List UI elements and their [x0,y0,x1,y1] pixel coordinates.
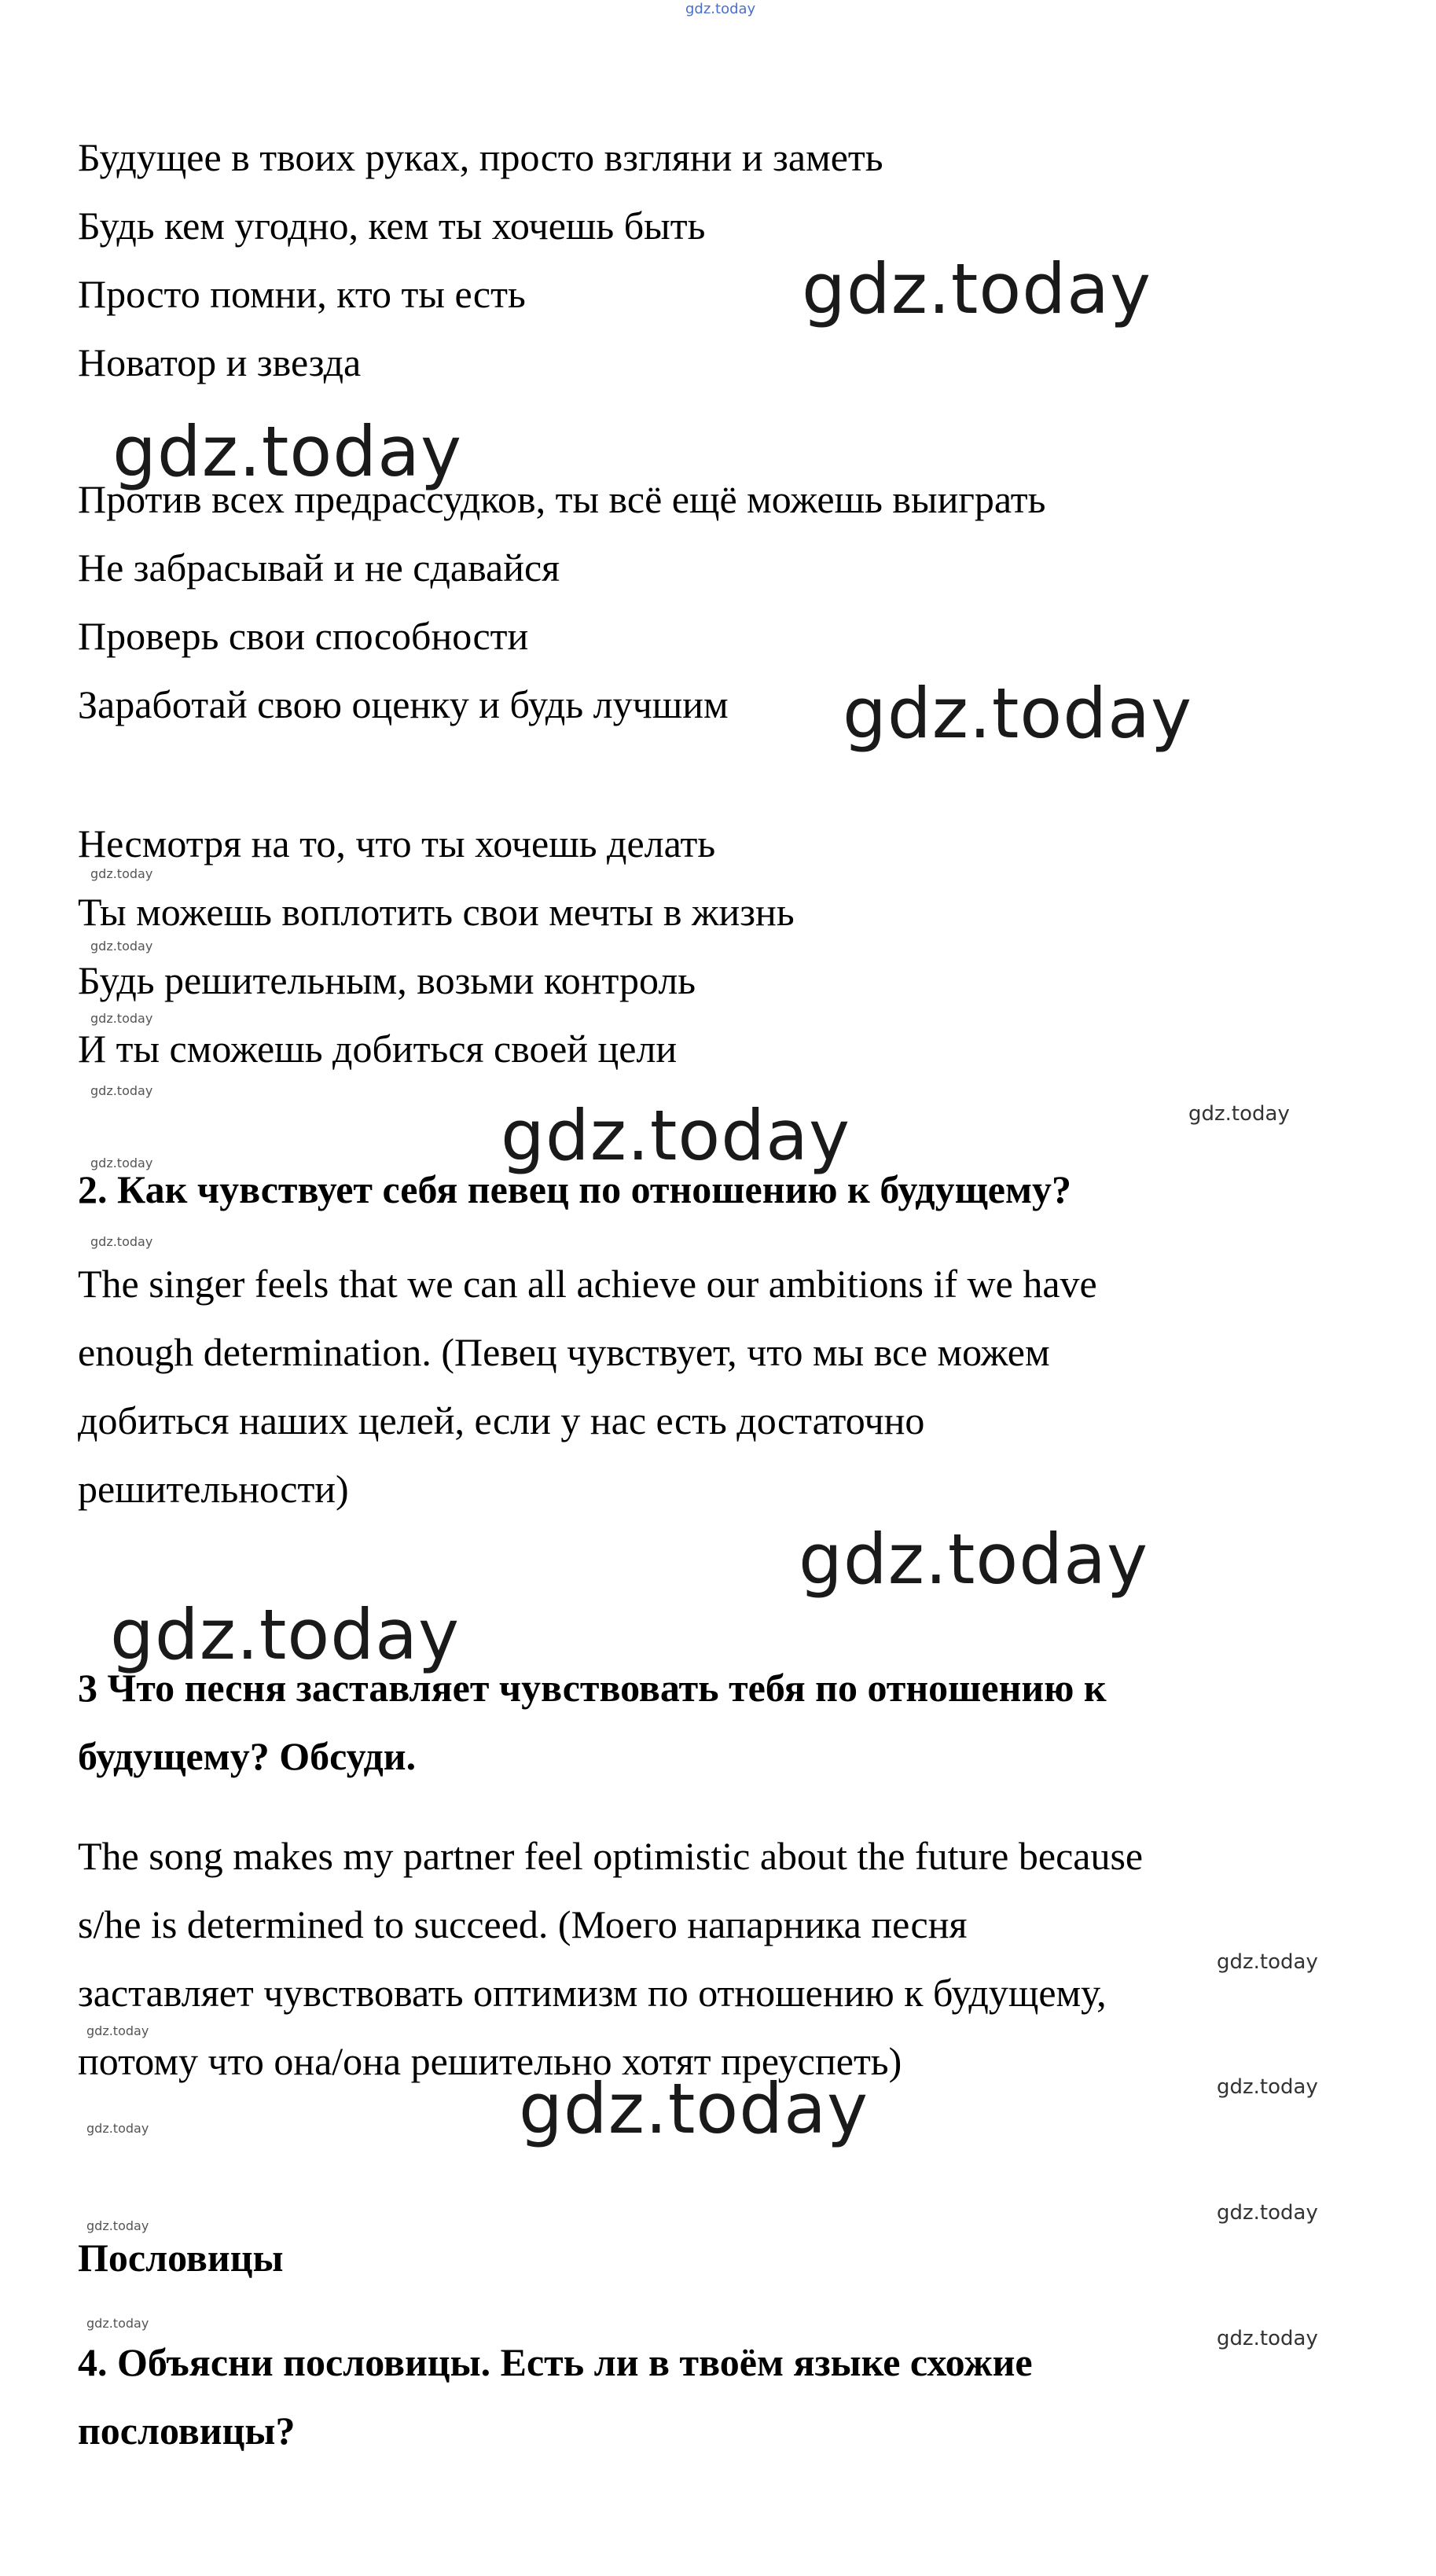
watermark-tiny: gdz.today [86,2218,149,2233]
watermark-small: gdz.today [1217,2075,1318,2099]
stanza-1-line-2: Будь кем угодно, кем ты хочешь быть [78,204,706,248]
stanza-2-line-4: Заработай свою оценку и будь лучшим [78,682,729,726]
q2-answer-line-1: The singer feels that we can all achieve our ambitions if we have [78,1262,1097,1306]
q2-answer-line-3: добиться наших целей, если у нас есть достаточно [78,1398,925,1442]
watermark-tiny: gdz.today [86,2121,149,2136]
watermark-tiny: gdz.today [86,2023,149,2038]
stanza-3-line-1: Несмотря на то, что ты хочешь делать [78,821,716,865]
watermark-tiny: gdz.today [90,1234,153,1249]
stanza-2-line-1: Против всех предрассудков, ты всё ещё можешь выиграть [78,477,1046,521]
watermark-large: gdz.today [501,1095,851,1176]
watermark-small: gdz.today [1217,1950,1318,1974]
q3-heading-line-1: 3 Что песня заставляет чувствовать тебя по отношению к [78,1666,1107,1710]
watermark-large: gdz.today [519,2068,869,2149]
stanza-1-line-4: Новатор и звезда [78,340,362,384]
q4-heading-line-1: 4. Объясни пословицы. Есть ли в твоём языке схожие [78,2340,1033,2384]
watermark-large: gdz.today [112,411,463,492]
q3-heading-line-2: будущему? Обсуди. [78,1734,417,1778]
stanza-2-line-2: Не забрасывай и не сдавайся [78,546,560,590]
top-watermark: gdz.today [685,1,756,17]
q3-answer-line-4: потому что она/она решительно хотят преуспеть) [78,2039,902,2083]
watermark-large: gdz.today [110,1594,461,1675]
watermark-small: gdz.today [1217,2201,1318,2225]
watermark-tiny: gdz.today [86,2316,149,2331]
watermark-tiny: gdz.today [90,866,153,881]
q3-answer-line-3: заставляет чувствовать оптимизм по отношению к будущему, [78,1971,1107,2015]
watermark-large: gdz.today [802,248,1152,329]
q3-answer-line-2: s/he is determined to succeed. (Моего напарника песня [78,1902,968,1946]
stanza-3-line-3: Будь решительным, возьми контроль [78,958,696,1002]
stanza-1-line-3: Просто помни, кто ты есть [78,272,526,316]
stanza-1-line-1: Будущее в твоих руках, просто взгляни и заметь [78,135,883,179]
q2-heading: 2. Как чувствует себя певец по отношению к будущему? [78,1167,1072,1211]
q4-heading-line-2: пословицы? [78,2409,296,2453]
watermark-tiny: gdz.today [90,1083,153,1098]
watermark-small: gdz.today [1188,1102,1290,1126]
watermark-large: gdz.today [799,1519,1149,1600]
watermark-tiny: gdz.today [90,939,153,954]
watermark-large: gdz.today [843,673,1193,754]
stanza-2-line-3: Проверь свои способности [78,614,529,658]
q2-answer-line-2: enough determination. (Певец чувствует, что мы все можем [78,1330,1050,1374]
proverbs-section-title: Пословицы [78,2236,284,2280]
watermark-tiny: gdz.today [90,1011,153,1026]
watermark-small: gdz.today [1217,2327,1318,2350]
watermark-tiny: gdz.today [90,1156,153,1170]
q3-answer-line-1: The song makes my partner feel optimistic about the future because [78,1834,1144,1878]
stanza-3-line-2: Ты можешь воплотить свои мечты в жизнь [78,890,795,934]
stanza-3-line-4: И ты сможешь добиться своей цели [78,1027,678,1071]
q2-answer-line-4: решительности) [78,1467,349,1511]
